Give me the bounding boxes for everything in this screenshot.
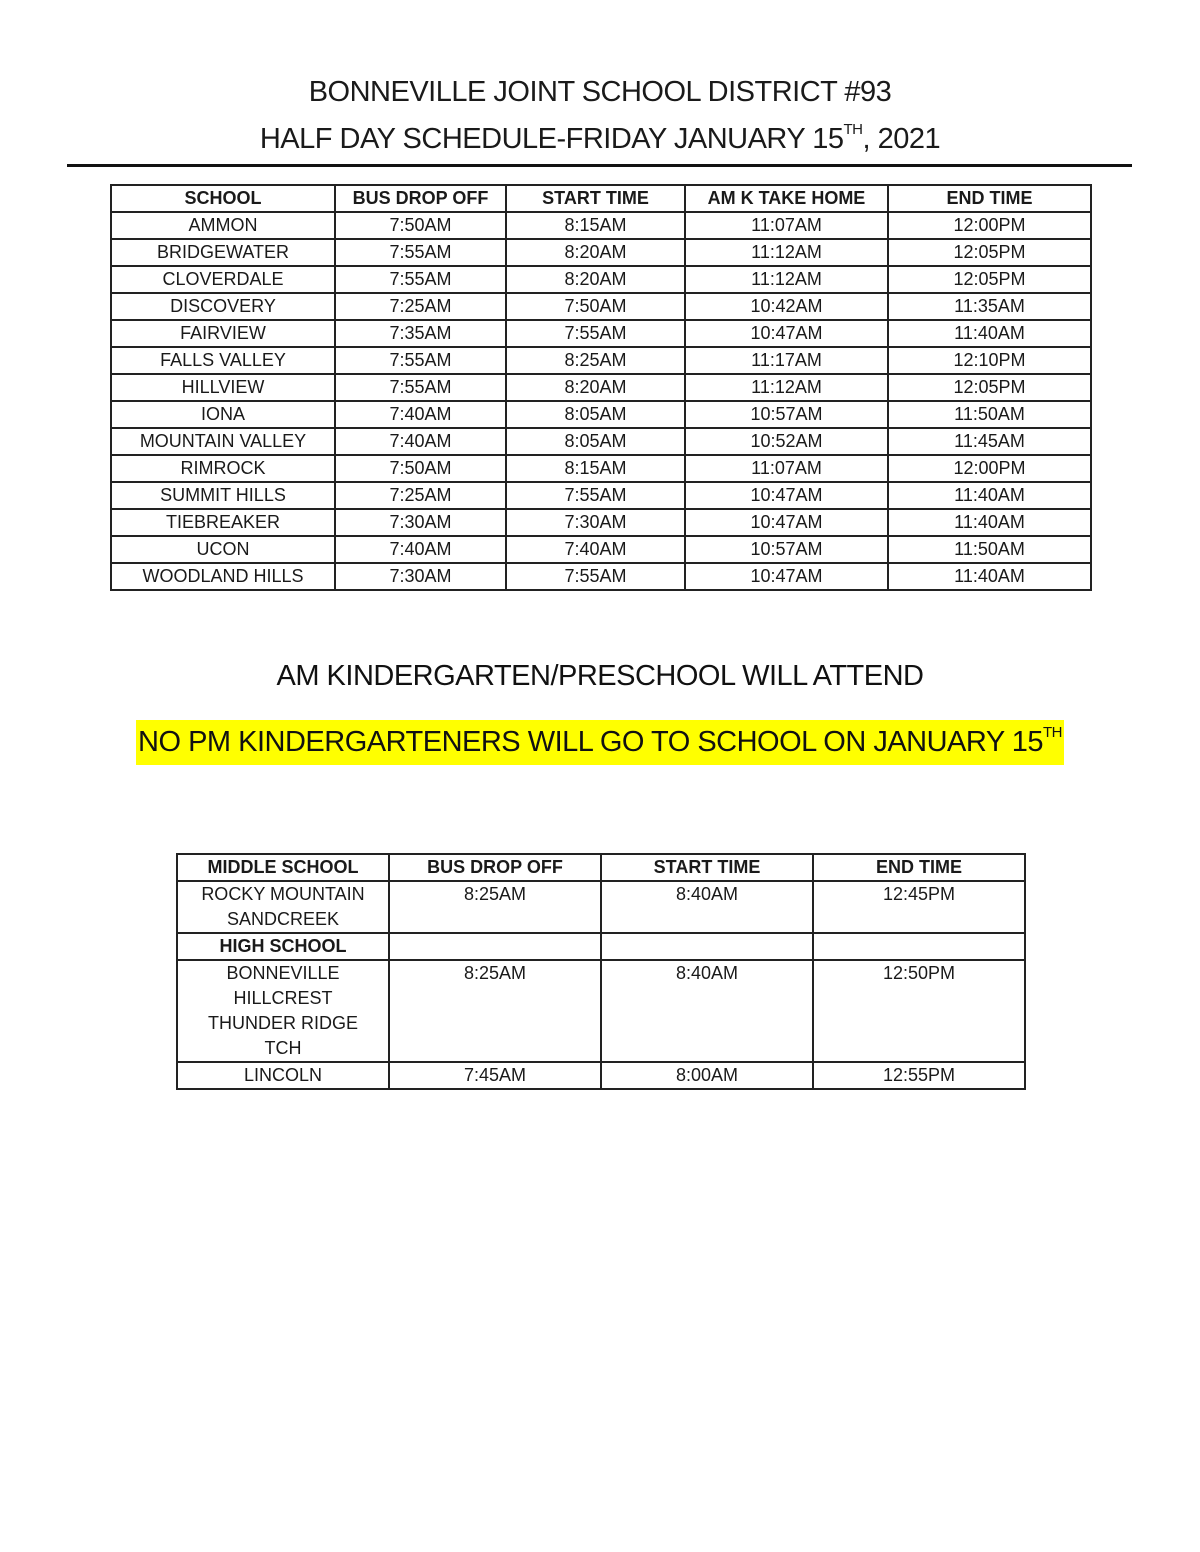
bus-drop-off-cell: 7:45AM xyxy=(389,1062,601,1089)
end-time-cell: 12:10PM xyxy=(888,347,1091,374)
column-header-start-time: START TIME xyxy=(601,854,813,881)
end-time-cell: 11:40AM xyxy=(888,509,1091,536)
table-row-high-school-header xyxy=(177,933,1025,960)
school-name: BRIDGEWATER xyxy=(111,239,335,266)
column-header-end-time: END TIME xyxy=(888,185,1091,212)
bus-drop-off-cell: 7:50AM xyxy=(335,455,506,482)
bus-drop-off-cell: 7:55AM xyxy=(335,239,506,266)
bus-drop-off-cell: 7:25AM xyxy=(335,293,506,320)
start-time-cell: 8:15AM xyxy=(506,212,685,239)
school-name: DISCOVERY xyxy=(111,293,335,320)
table-row xyxy=(111,455,1091,482)
start-time-cell: 8:20AM xyxy=(506,266,685,293)
school-name: RIMROCK xyxy=(111,455,335,482)
start-time-cell: 8:25AM xyxy=(506,347,685,374)
document-subtitle xyxy=(0,121,1200,156)
am-k-take-home-cell: 10:57AM xyxy=(685,536,888,563)
table-row xyxy=(111,536,1091,563)
am-kindergarten-text: AM KINDERGARTEN/PRESCHOOL WILL ATTEND xyxy=(276,660,924,692)
am-kindergarten-note xyxy=(0,660,1200,693)
table-row xyxy=(111,374,1091,401)
start-time-cell: 8:00AM xyxy=(601,1062,813,1089)
column-header-start-time: START TIME xyxy=(506,185,685,212)
end-time-cell: 12:05PM xyxy=(888,239,1091,266)
schedule-title: HALF DAY SCHEDULE-FRIDAY JANUARY 15 xyxy=(259,123,844,155)
pm-kindergarten-text: NO PM KINDERGARTENERS WILL GO TO SCHOOL ON JANUARY 15 xyxy=(138,726,1043,758)
table-header-row xyxy=(111,185,1091,212)
start-time-cell: 7:55AM xyxy=(506,320,685,347)
start-time-cell: 7:30AM xyxy=(506,509,685,536)
bus-drop-off-cell: 7:40AM xyxy=(335,428,506,455)
bus-drop-off-cell: 7:55AM xyxy=(335,374,506,401)
table-row xyxy=(111,320,1091,347)
school-name: WOODLAND HILLS xyxy=(111,563,335,590)
am-k-take-home-cell: 10:47AM xyxy=(685,320,888,347)
end-time-cell: 12:05PM xyxy=(888,266,1091,293)
end-time-cell: 11:40AM xyxy=(888,320,1091,347)
column-header-middle-school: MIDDLE SCHOOL xyxy=(177,854,389,881)
start-time-cell: 8:40AM xyxy=(601,960,813,1062)
column-header-school: SCHOOL xyxy=(111,185,335,212)
middle-school-names xyxy=(177,881,389,933)
table-row xyxy=(111,266,1091,293)
end-time-cell: 11:45AM xyxy=(888,428,1091,455)
end-time-cell: 11:40AM xyxy=(888,482,1091,509)
am-k-take-home-cell: 11:17AM xyxy=(685,347,888,374)
bus-drop-off-cell: 7:40AM xyxy=(335,536,506,563)
school-name: ROCKY MOUNTAIN xyxy=(201,884,365,904)
school-name: HILLCREST xyxy=(233,988,333,1008)
end-time-cell: 11:35AM xyxy=(888,293,1091,320)
start-time-cell: 8:05AM xyxy=(506,401,685,428)
column-header-end-time: END TIME xyxy=(813,854,1025,881)
am-k-take-home-cell: 10:52AM xyxy=(685,428,888,455)
am-k-take-home-cell: 11:12AM xyxy=(685,266,888,293)
end-time-cell: 11:50AM xyxy=(888,536,1091,563)
table-row-high-schools xyxy=(177,960,1025,1062)
school-name: TCH xyxy=(264,1038,302,1058)
bus-drop-off-cell: 8:25AM xyxy=(389,881,601,933)
bus-drop-off-cell: 8:25AM xyxy=(389,960,601,1062)
bus-drop-off-cell: 7:25AM xyxy=(335,482,506,509)
end-time-cell: 11:40AM xyxy=(888,563,1091,590)
school-name: IONA xyxy=(111,401,335,428)
column-header-am-k-take-home: AM K TAKE HOME xyxy=(685,185,888,212)
school-name: CLOVERDALE xyxy=(111,266,335,293)
end-time-cell: 12:55PM xyxy=(813,1062,1025,1089)
bus-drop-off-cell: 7:30AM xyxy=(335,509,506,536)
end-time-cell: 12:00PM xyxy=(888,455,1091,482)
am-k-take-home-cell: 10:47AM xyxy=(685,509,888,536)
start-time-cell: 7:55AM xyxy=(506,563,685,590)
school-name: TIEBREAKER xyxy=(111,509,335,536)
table-row xyxy=(111,401,1091,428)
title-divider xyxy=(67,164,1132,167)
elementary-schedule-table xyxy=(110,184,1092,591)
table-header-row xyxy=(177,854,1025,881)
table-row xyxy=(111,239,1091,266)
bus-drop-off-cell: 7:30AM xyxy=(335,563,506,590)
secondary-schedule-table xyxy=(176,853,1026,1090)
start-time-cell: 8:20AM xyxy=(506,239,685,266)
am-k-take-home-cell: 10:47AM xyxy=(685,563,888,590)
high-school-names xyxy=(177,960,389,1062)
school-name: UCON xyxy=(111,536,335,563)
end-time-cell: 12:05PM xyxy=(888,374,1091,401)
bus-drop-off-cell: 7:35AM xyxy=(335,320,506,347)
table-row xyxy=(111,428,1091,455)
am-k-take-home-cell: 11:07AM xyxy=(685,455,888,482)
end-time-cell: 12:45PM xyxy=(813,881,1025,933)
school-name: SANDCREEK xyxy=(226,909,340,929)
table-row xyxy=(111,347,1091,374)
empty-cell xyxy=(601,933,813,960)
bus-drop-off-cell: 7:55AM xyxy=(335,266,506,293)
document-title xyxy=(0,76,1200,109)
am-k-take-home-cell: 10:42AM xyxy=(685,293,888,320)
table-row xyxy=(111,482,1091,509)
am-k-take-home-cell: 11:12AM xyxy=(685,374,888,401)
table-row-middle-schools xyxy=(177,881,1025,933)
am-k-take-home-cell: 10:57AM xyxy=(685,401,888,428)
start-time-cell: 8:15AM xyxy=(506,455,685,482)
column-header-bus-drop-off: BUS DROP OFF xyxy=(335,185,506,212)
column-header-bus-drop-off: BUS DROP OFF xyxy=(389,854,601,881)
end-time-cell: 11:50AM xyxy=(888,401,1091,428)
school-name: FAIRVIEW xyxy=(111,320,335,347)
school-name: LINCOLN xyxy=(177,1062,389,1089)
school-name: SUMMIT HILLS xyxy=(111,482,335,509)
bus-drop-off-cell: 7:55AM xyxy=(335,347,506,374)
bus-drop-off-cell: 7:40AM xyxy=(335,401,506,428)
school-name: BONNEVILLE xyxy=(226,963,340,983)
school-name: AMMON xyxy=(111,212,335,239)
start-time-cell: 8:20AM xyxy=(506,374,685,401)
high-school-section-label: HIGH SCHOOL xyxy=(177,933,389,960)
start-time-cell: 8:05AM xyxy=(506,428,685,455)
start-time-cell: 8:40AM xyxy=(601,881,813,933)
schedule-year: , 2021 xyxy=(862,123,941,155)
am-k-take-home-cell: 10:47AM xyxy=(685,482,888,509)
empty-cell xyxy=(389,933,601,960)
highlighted-notice xyxy=(136,720,1064,765)
am-k-take-home-cell: 11:07AM xyxy=(685,212,888,239)
table-row xyxy=(111,509,1091,536)
start-time-cell: 7:40AM xyxy=(506,536,685,563)
district-name: BONNEVILLE JOINT SCHOOL DISTRICT #93 xyxy=(308,76,892,108)
school-name: FALLS VALLEY xyxy=(111,347,335,374)
school-name: THUNDER RIDGE xyxy=(207,1013,358,1033)
ordinal-suffix: TH xyxy=(843,121,863,138)
start-time-cell: 7:50AM xyxy=(506,293,685,320)
end-time-cell: 12:00PM xyxy=(888,212,1091,239)
am-k-take-home-cell: 11:12AM xyxy=(685,239,888,266)
table-row xyxy=(111,293,1091,320)
school-name: MOUNTAIN VALLEY xyxy=(111,428,335,455)
empty-cell xyxy=(813,933,1025,960)
ordinal-suffix: TH xyxy=(1042,724,1062,741)
pm-kindergarten-notice xyxy=(0,720,1200,765)
bus-drop-off-cell: 7:50AM xyxy=(335,212,506,239)
school-name: HILLVIEW xyxy=(111,374,335,401)
table-row xyxy=(111,563,1091,590)
start-time-cell: 7:55AM xyxy=(506,482,685,509)
table-row-lincoln xyxy=(177,1062,1025,1089)
table-row xyxy=(111,212,1091,239)
end-time-cell: 12:50PM xyxy=(813,960,1025,1062)
